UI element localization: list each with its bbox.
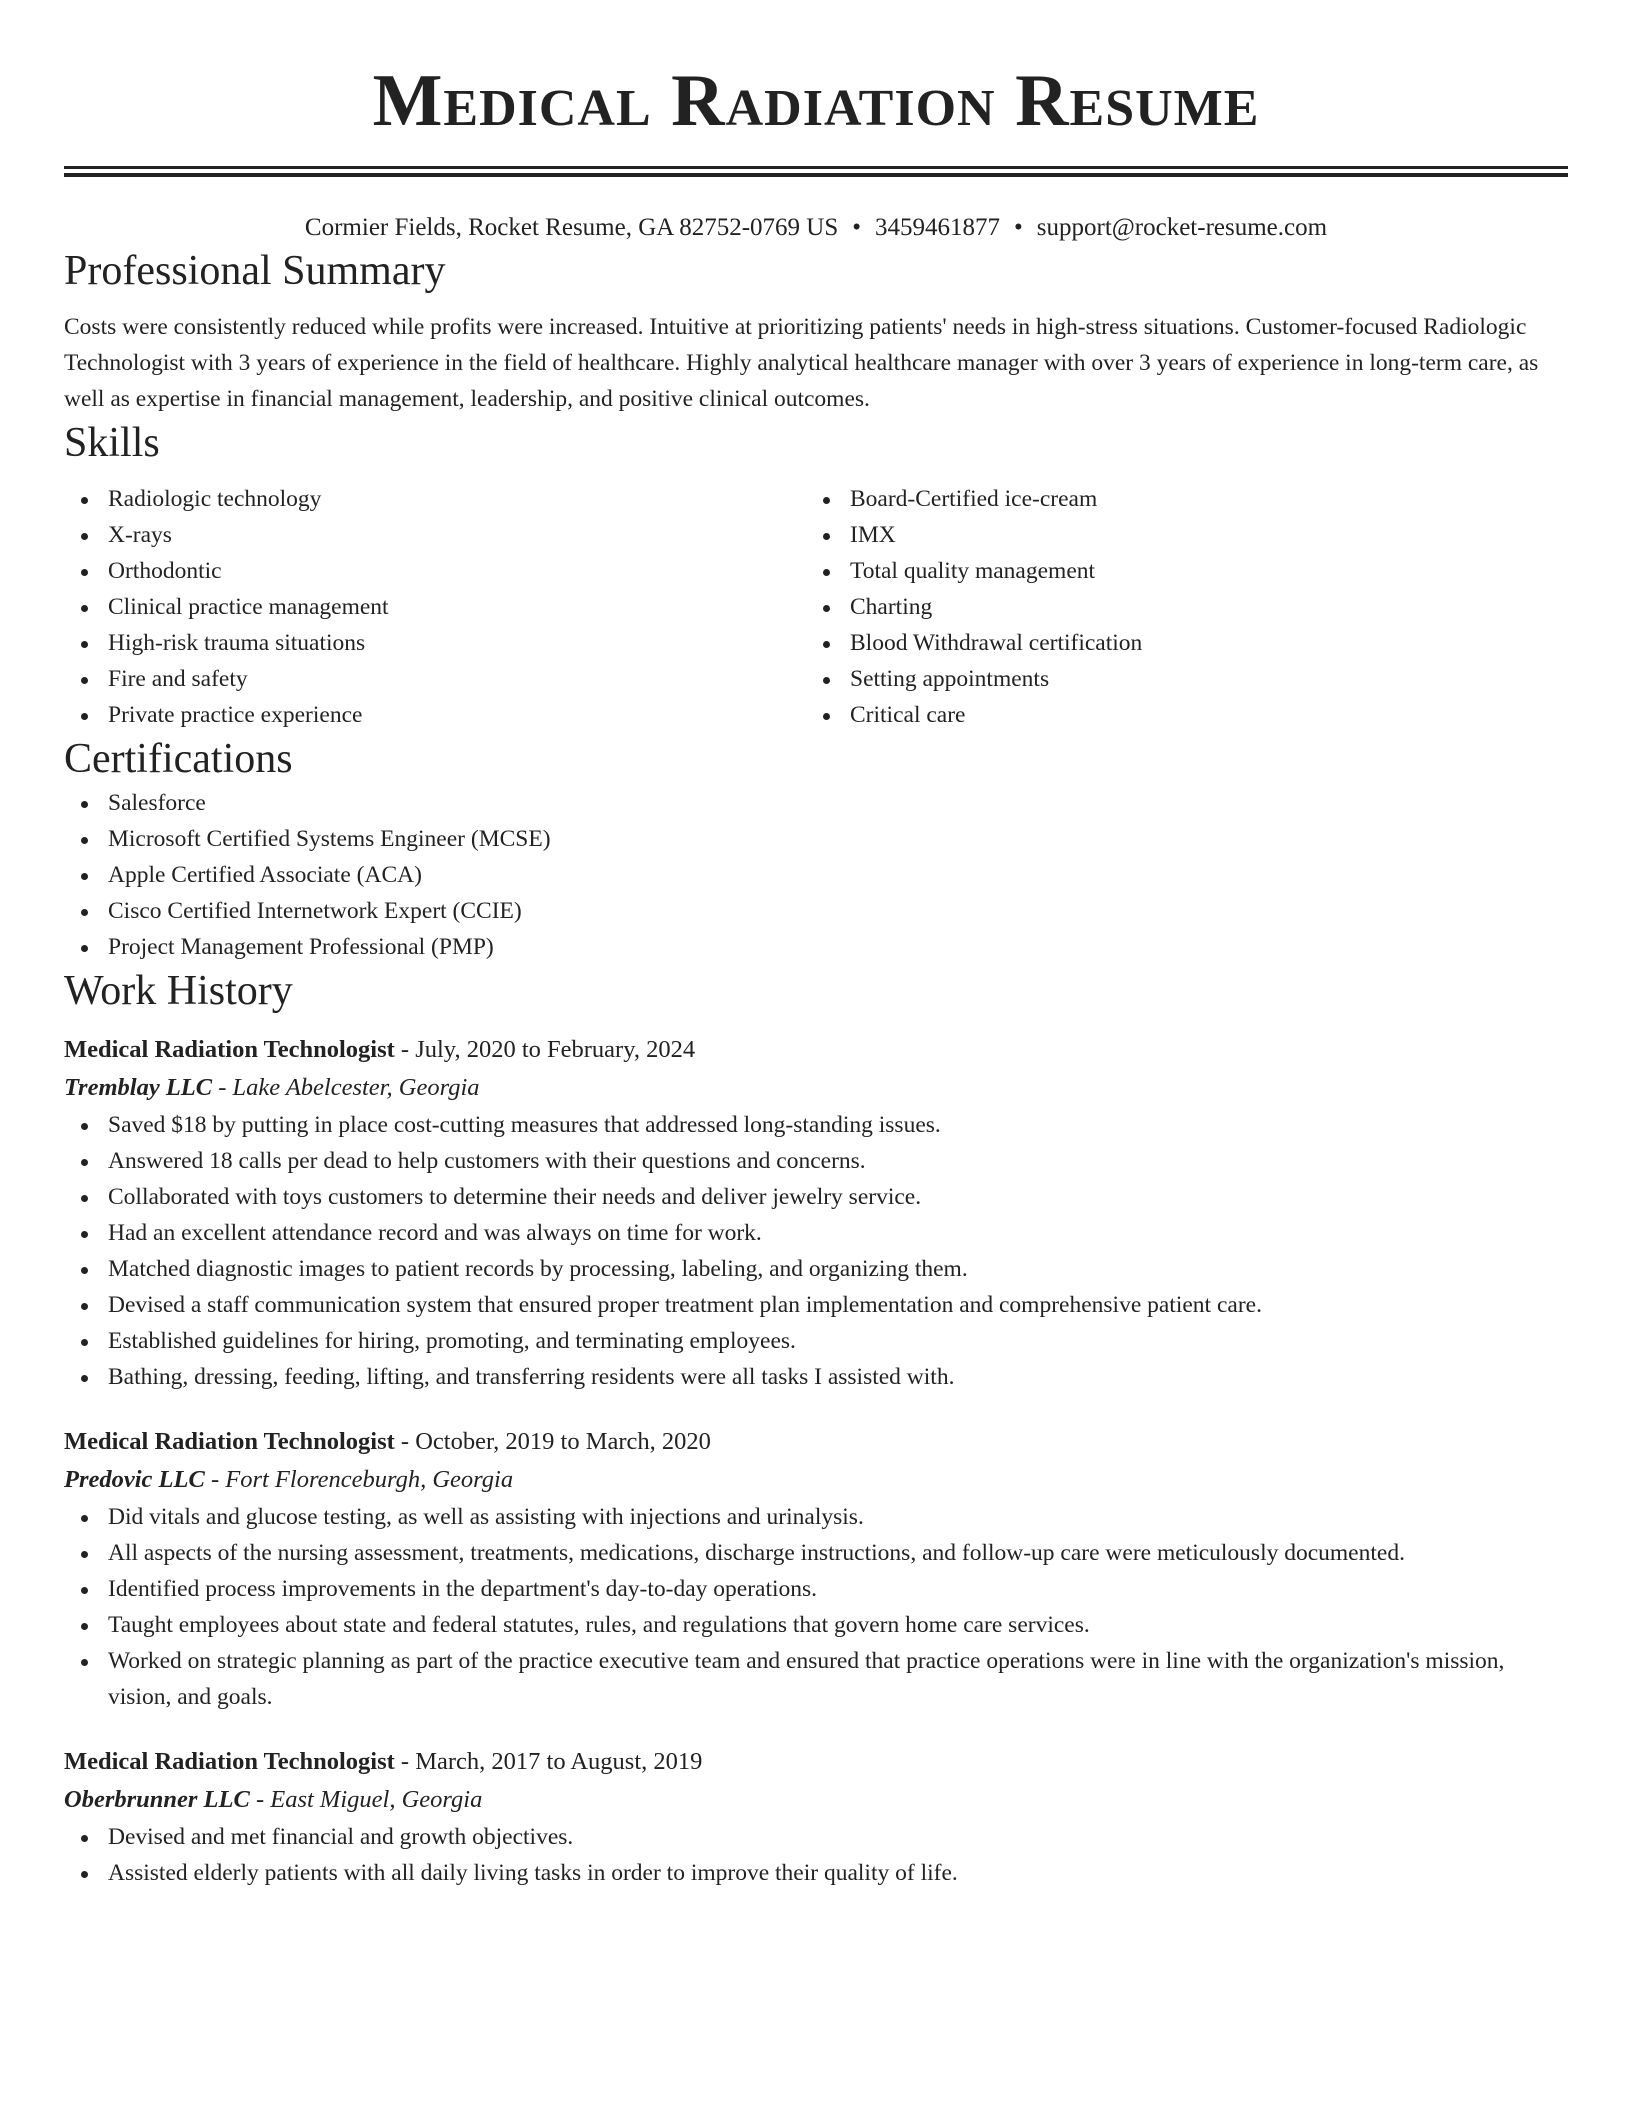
skill-item: High-risk trauma situations — [64, 625, 806, 661]
job-dates: - March, 2017 to August, 2019 — [394, 1748, 703, 1775]
job-duty: Had an excellent attendance record and was always on time for work. — [64, 1215, 1568, 1251]
skill-item: Blood Withdrawal certification — [806, 625, 1548, 661]
job-duty: Identified process improvements in the department's day-to-day operations. — [64, 1571, 1568, 1607]
contact-line — [64, 211, 1568, 245]
job-title-line — [64, 1743, 1568, 1781]
certification-item: Apple Certified Associate (ACA) — [64, 857, 1568, 893]
certification-item: Cisco Certified Internetwork Expert (CCIE) — [64, 893, 1568, 929]
job-entry — [64, 1743, 1568, 1891]
skill-item: Fire and safety — [64, 661, 806, 697]
certification-item: Microsoft Certified Systems Engineer (MCSE) — [64, 821, 1568, 857]
summary-heading: Professional Summary — [64, 248, 446, 294]
skills-list-left — [64, 481, 806, 733]
job-duty: Saved $18 by putting in place cost-cutting measures that addressed long-standing issues. — [64, 1107, 1568, 1143]
skill-item: Radiologic technology — [64, 481, 806, 517]
skill-item: Clinical practice management — [64, 589, 806, 625]
job-entry — [64, 1423, 1568, 1715]
job-duties-list — [64, 1107, 1568, 1395]
skill-item: Orthodontic — [64, 553, 806, 589]
resume-title: Medical Radiation Resume — [372, 60, 1260, 142]
job-duties-list — [64, 1499, 1568, 1715]
job-title: Medical Radiation Technologist — [64, 1036, 395, 1063]
job-location: - East Miguel, Georgia — [249, 1786, 483, 1813]
contact-address: Cormier Fields, Rocket Resume, GA 82752-0769 US — [304, 214, 839, 241]
skill-item: Setting appointments — [806, 661, 1548, 697]
skill-item: Private practice experience — [64, 697, 806, 733]
job-duty: Assisted elderly patients with all daily living tasks in order to improve their quality of life. — [64, 1855, 1568, 1891]
skill-item: Charting — [806, 589, 1548, 625]
job-location: - Lake Abelcester, Georgia — [212, 1074, 480, 1101]
job-duty: All aspects of the nursing assessment, treatments, medications, discharge instructions, and follow-up care were meticulously documented. — [64, 1535, 1568, 1571]
job-title-line — [64, 1031, 1568, 1069]
contact-separator: • — [852, 214, 861, 241]
job-duty: Established guidelines for hiring, promoting, and terminating employees. — [64, 1323, 1568, 1359]
skill-item: Critical care — [806, 697, 1548, 733]
job-title-line — [64, 1423, 1568, 1461]
skill-item: Board-Certified ice-cream — [806, 481, 1548, 517]
job-dates: - July, 2020 to February, 2024 — [394, 1036, 696, 1063]
skills-columns — [64, 481, 1568, 733]
job-duty: Matched diagnostic images to patient records by processing, labeling, and organizing them. — [64, 1251, 1568, 1287]
job-duty: Answered 18 calls per dead to help customers with their questions and concerns. — [64, 1143, 1568, 1179]
job-company-line — [64, 1461, 1568, 1499]
summary-text: Costs were consistently reduced while profits were increased. Intuitive at prioritizing patients' needs in high-stress situations. Customer-focused Radiologic Technologist with 3 years of experience in the field of healthcare. Highly analytical healthcare manager with over 3 years of experience in long-term care, as well as expertise in financial management, leadership, and positive clinical outcomes. — [64, 314, 1539, 412]
job-duty: Bathing, dressing, feeding, lifting, and transferring residents were all tasks I assisted with. — [64, 1359, 1568, 1395]
job-company-line — [64, 1781, 1568, 1819]
certification-item: Project Management Professional (PMP) — [64, 929, 1568, 965]
certification-item: Salesforce — [64, 785, 1568, 821]
job-duty: Worked on strategic planning as part of the practice executive team and ensured that practice operations were in line with the organization's mission, vision, and goals. — [64, 1643, 1568, 1715]
skills-heading: Skills — [64, 420, 160, 466]
job-company: Oberbrunner LLC — [64, 1786, 250, 1813]
contact-phone: 3459461877 — [875, 214, 1000, 241]
job-duty: Devised and met financial and growth objectives. — [64, 1819, 1568, 1855]
job-duty: Did vitals and glucose testing, as well as assisting with injections and urinalysis. — [64, 1499, 1568, 1535]
certifications-heading: Certifications — [64, 736, 293, 782]
job-duty: Taught employees about state and federal statutes, rules, and regulations that govern home care services. — [64, 1607, 1568, 1643]
work-history-heading: Work History — [64, 968, 293, 1014]
job-company: Tremblay LLC — [64, 1074, 213, 1101]
job-dates: - October, 2019 to March, 2020 — [394, 1428, 711, 1455]
job-company: Predovic LLC — [64, 1466, 205, 1493]
job-title: Medical Radiation Technologist — [64, 1428, 395, 1455]
skill-item: IMX — [806, 517, 1548, 553]
contact-email: support@rocket-resume.com — [1036, 214, 1328, 241]
certifications-list — [64, 785, 1568, 965]
job-title: Medical Radiation Technologist — [64, 1748, 395, 1775]
skill-item: Total quality management — [806, 553, 1548, 589]
skills-list-right — [806, 481, 1548, 733]
job-duty: Devised a staff communication system that ensured proper treatment plan implementation and comprehensive patient care. — [64, 1287, 1568, 1323]
skills-column-right — [806, 481, 1548, 733]
contact-separator: • — [1014, 214, 1023, 241]
job-duty: Collaborated with toys customers to determine their needs and deliver jewelry service. — [64, 1179, 1568, 1215]
job-entry — [64, 1031, 1568, 1395]
skill-item: X-rays — [64, 517, 806, 553]
title-divider — [64, 166, 1568, 177]
skills-column-left — [64, 481, 806, 733]
job-duties-list — [64, 1819, 1568, 1891]
job-location: - Fort Florenceburgh, Georgia — [204, 1466, 514, 1493]
job-company-line — [64, 1069, 1568, 1107]
